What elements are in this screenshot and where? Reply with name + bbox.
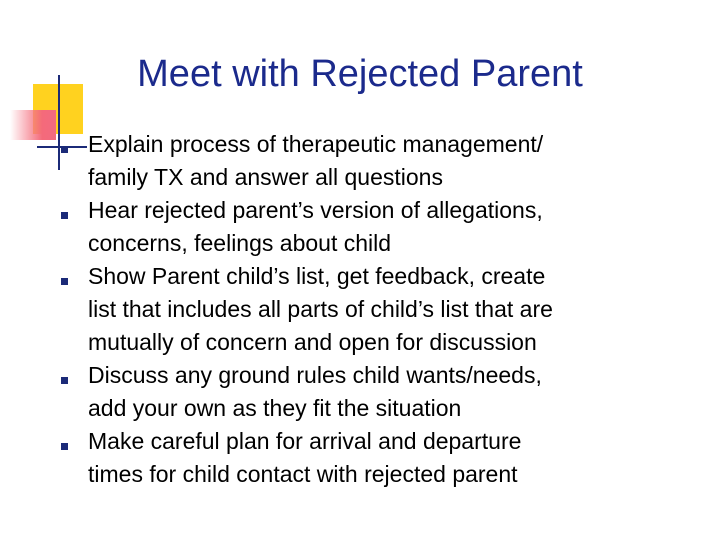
bullet-text: Show Parent child’s list, get feedback, create list that includes all parts of child’s list that are mutually of concern and open for discussion — [88, 263, 553, 355]
square-bullet-icon — [61, 278, 68, 285]
slide-title: Meet with Rejected Parent — [137, 53, 583, 95]
bullet-item — [58, 128, 678, 194]
bullet-text: Hear rejected parent’s version of allegations, concerns, feelings about child — [88, 197, 543, 256]
square-bullet-icon — [61, 443, 68, 450]
decorative-pink-bar — [10, 110, 56, 140]
square-bullet-icon — [61, 377, 68, 384]
bullet-text: Explain process of therapeutic management/ family TX and answer all questions — [88, 131, 544, 190]
bullet-item — [58, 425, 678, 491]
bullet-item — [58, 194, 678, 260]
bullet-text: Discuss any ground rules child wants/needs, add your own as they fit the situation — [88, 362, 542, 421]
bullet-text: Make careful plan for arrival and departure times for child contact with rejected parent — [88, 428, 522, 487]
bullet-list — [58, 128, 678, 491]
square-bullet-icon — [61, 212, 68, 219]
bullet-item — [58, 359, 678, 425]
bullet-item — [58, 260, 678, 359]
square-bullet-icon — [61, 146, 68, 153]
